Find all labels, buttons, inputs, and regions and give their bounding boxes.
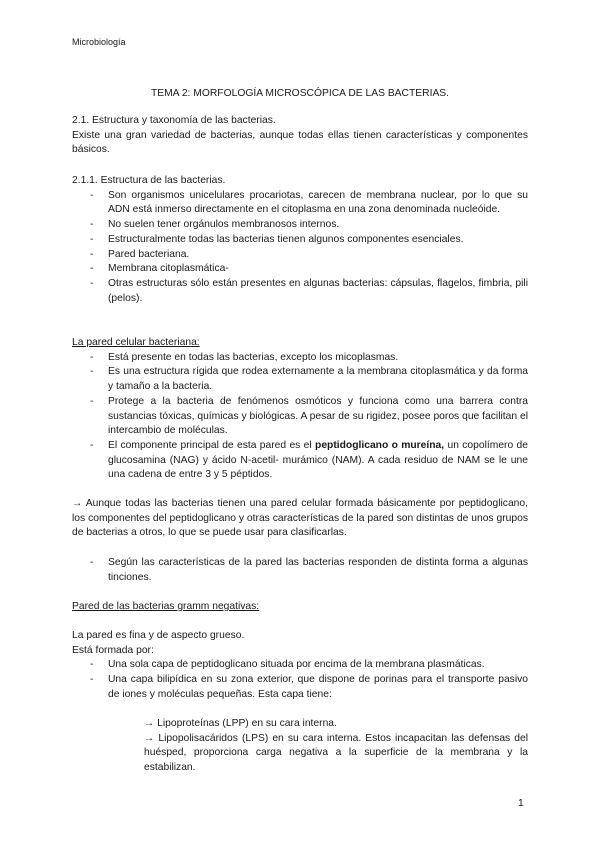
- structure-list: [72, 189, 528, 307]
- list-item: - Una capa bilipídica en su zona exterior, que dispone de porinas para el transporte pasivo de iones y moléculas pequeñas. Esta capa tiene:: [72, 673, 528, 702]
- list-item: - Otras estructuras sólo están presentes en algunas bacterias: cápsulas, flagelos, fimbria, pili (pelos).: [72, 277, 528, 306]
- list-item: - Una sola capa de peptidoglicano situada por encima de la membrana plasmáticas.: [72, 658, 528, 673]
- section-2-1-text: Existe una gran variedad de bacterias, aunque todas ellas tienen características y componentes básicos.: [72, 129, 528, 156]
- list-item: - No suelen tener orgánulos membranosos internos.: [72, 218, 528, 233]
- section-2-1-1-heading: 2.1.1. Estructura de las bacterias.: [72, 175, 226, 186]
- peptidoglycan-term: peptidoglicano o mureína,: [315, 439, 445, 451]
- list-item: - Está presente en todas las bacterias, excepto los micoplasmas.: [72, 351, 528, 366]
- list-item: - Es una estructura rígida que rodea externamente a la membrana citoplasmática y da forma y tamaño a la bacteria.: [72, 365, 528, 394]
- gram-sublist: [144, 717, 528, 776]
- cell-wall-list: [72, 351, 528, 483]
- list-item: - Son organismos unicelulares procariotas, carecen de membrana nuclear, por lo que su ADN está inmerso directamente en el citoplasma en una zona denominada nucleóide.: [72, 189, 528, 218]
- item-text: El componente principal de esta pared es el: [108, 439, 316, 451]
- gram-list: [72, 658, 528, 702]
- page-number: 1: [518, 798, 524, 809]
- arrow-paragraph: → Aunque todas las bacterias tienen una pared celular formada básicamente por peptidoglicano, los componentes del peptidoglicano y otras características de la pared son distintas de unos grupos de bacterias a otros, lo que se puede usar para clasificarlas.: [72, 498, 528, 539]
- section-2-1: [72, 114, 528, 158]
- cell-wall-heading: La pared celular bacteriana:: [72, 337, 200, 348]
- stain-list: [72, 556, 528, 585]
- cell-wall-section: [72, 336, 528, 483]
- gram-line-1: La pared es fina y de aspecto grueso.: [72, 630, 245, 641]
- section-2-1-heading: 2.1. Estructura y taxonomía de las bacterias.: [72, 115, 276, 126]
- running-header: Microbiología: [72, 37, 126, 47]
- list-item: - Membrana citoplasmática-: [72, 262, 528, 277]
- gram-negative-section: [72, 600, 528, 615]
- gram-negative-heading: Pared de las bacterias gramm negativas:: [72, 601, 260, 612]
- list-item: - Según las características de la pared las bacterias responden de distinta forma a algunas tinciones.: [72, 556, 528, 585]
- list-item: - Estructuralmente todas las bacterias tienen algunos componentes esenciales.: [72, 233, 528, 248]
- gram-negative-body: [72, 629, 528, 703]
- document-title: TEMA 2: MORFOLOGÍA MICROSCÓPICA DE LAS BACTERIAS.: [150, 88, 450, 99]
- list-item: [72, 439, 528, 483]
- list-item: - Protege a la bacteria de fenómenos osmóticos y funciona como una barrera contra sustancias tóxicas, químicas y biológicas. A pesar de su rigidez, posee poros que facilitan el intercambio de moléculas.: [72, 395, 528, 439]
- section-2-1-1: [72, 174, 528, 306]
- item-text: un copolímero de glucosamina (NAG) y ácido N-acetil- murámico (NAM). A cada residuo de NAM se le une una cadena de entre 3 y 5 péptidos.: [108, 439, 528, 481]
- sub-item-lpp: → Lipoproteínas (LPP) en su cara interna.: [144, 718, 337, 729]
- list-item: - Pared bacteriana.: [72, 248, 528, 263]
- sub-item-lps: → Lipopolisacáridos (LPS) en su cara interna. Estos incapacitan las defensas del huésped, proporciona carga negativa a la superficie de la membrana y la estabilizan.: [144, 732, 528, 774]
- gram-line-2: Está formada por:: [72, 644, 154, 656]
- stain-note: [72, 556, 528, 585]
